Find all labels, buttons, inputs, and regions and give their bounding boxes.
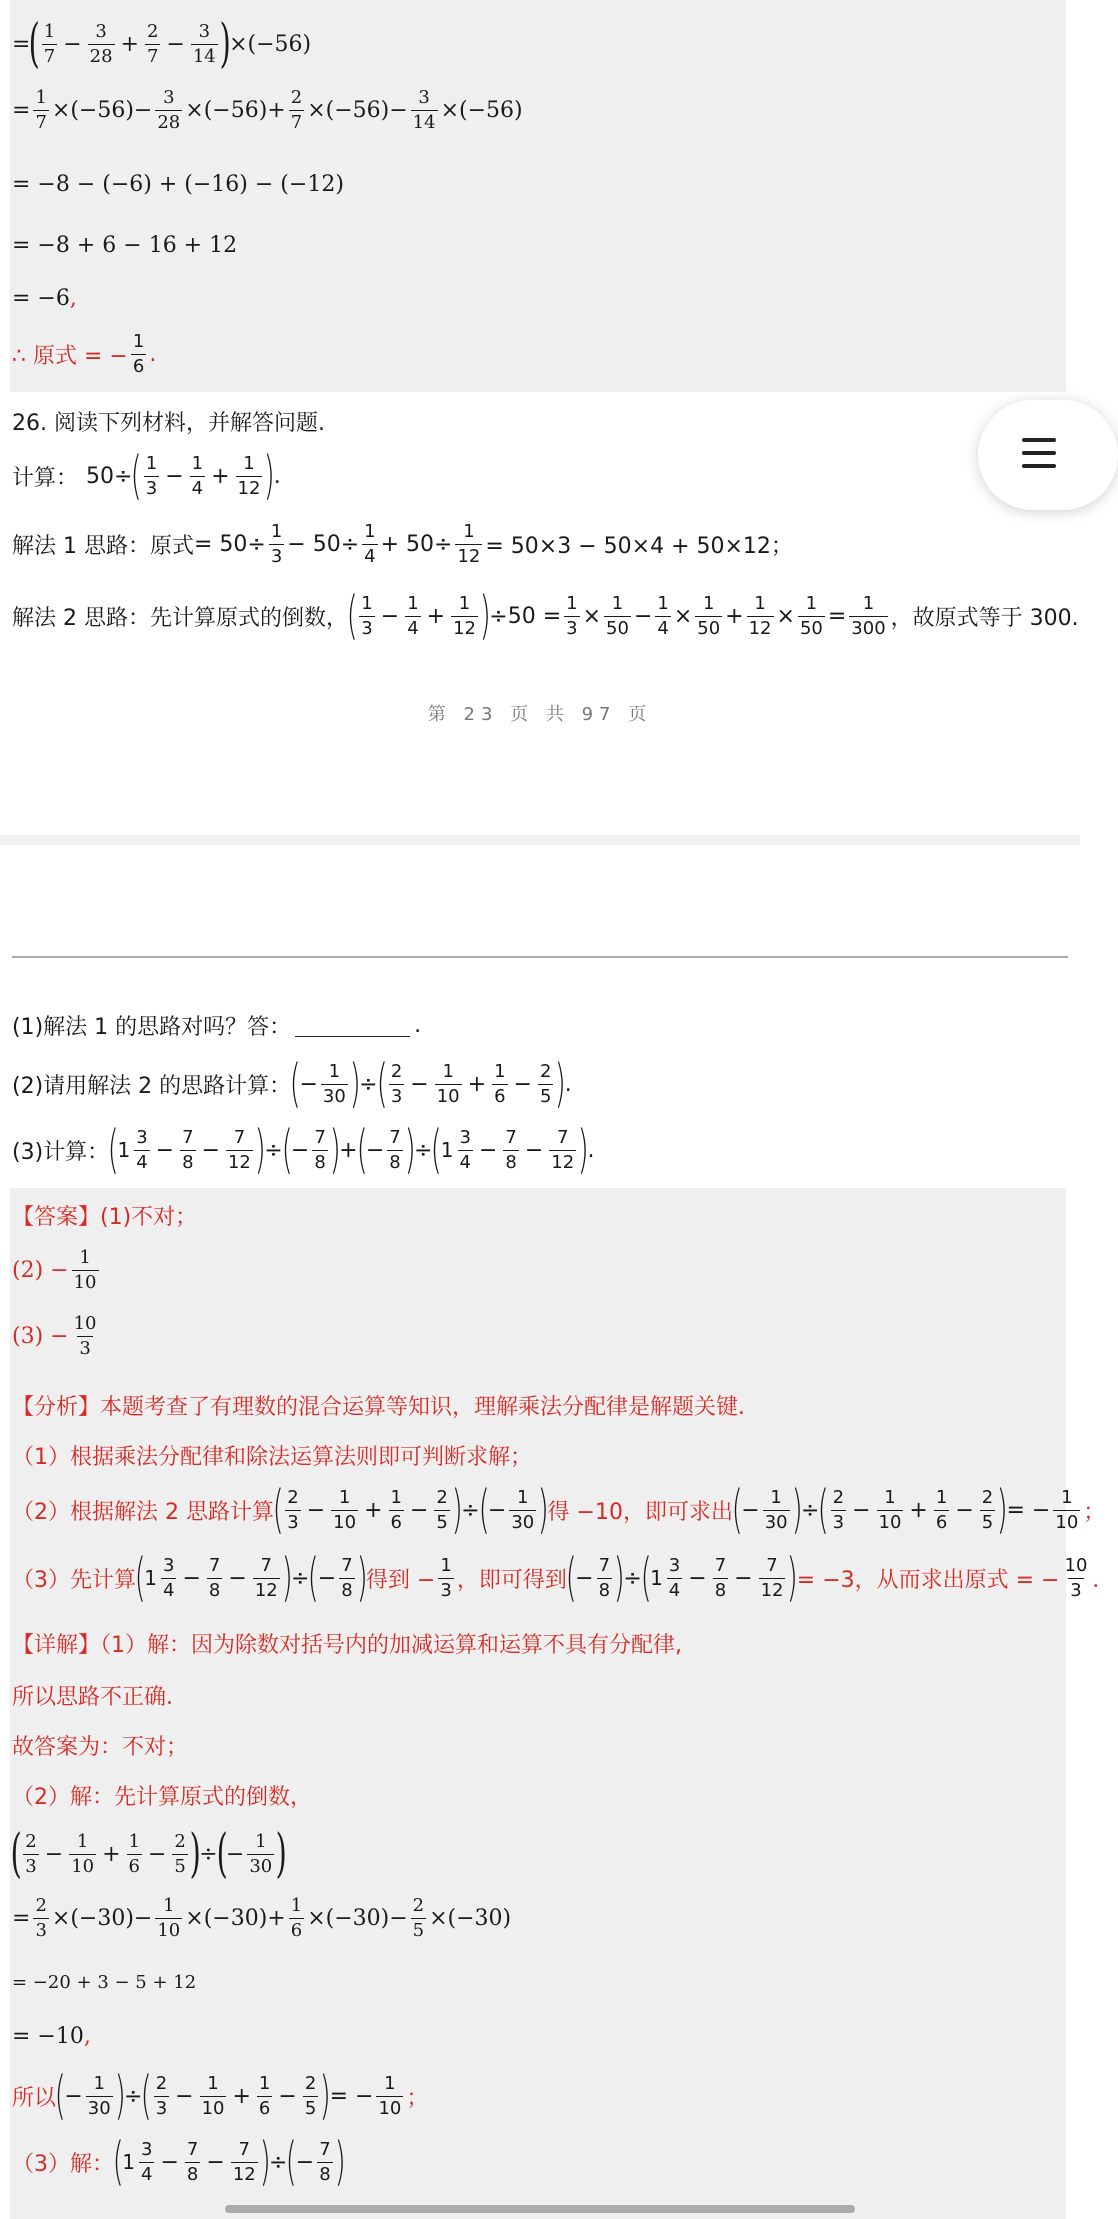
detail-line-3: （2）解：先计算原式的倒数，	[12, 1785, 312, 1810]
q26-calc: 计算： 50÷ ( $\frac{1}{3}$ − $\frac{1}{4}$ + $\frac{1}{12}$ ) .	[12, 446, 281, 506]
horizontal-rule	[12, 956, 1068, 958]
analysis-label: 【分析】本题考查了有理数的混合运算等知识，理解乘法分配律是解题关键．	[12, 1395, 761, 1420]
q26-stem: 26. 阅读下列材料，并解答问题.	[12, 411, 325, 436]
sub-question-1: (1)解法 1 的思路对吗？答： .	[12, 1013, 422, 1040]
menu-button[interactable]	[978, 400, 1118, 510]
detail-eq-1: ( $\frac{2}{3}$ − $\frac{1}{10}$ + $\frac{1}{6}$ − $\frac{2}{5}$ ) ÷ ( − $\frac{1}{30}$ )	[10, 1824, 287, 1884]
answer-3: (3) − $\frac{10}{3}$	[12, 1313, 97, 1359]
sub-question-2: (2)请用解法 2 的思路计算： ( − $\frac{1}{30}$ ) ÷ ( $\frac{2}{3}$ − $\frac{1}{10}$ + $\frac{1}{6}$ − $\frac{2}{5}$ ) .	[12, 1054, 572, 1114]
eq-line-3: = −8 − (−6) + (−16) − (−12)	[12, 172, 344, 197]
hamburger-menu-icon	[1022, 438, 1056, 468]
detail-line-2: 故答案为：不对；	[12, 1735, 189, 1760]
detail-eq-3: = −20 + 3 − 5 + 12	[12, 1972, 197, 1993]
detail-eq-2: = $\frac{2}{3}$ ×(−30)− $\frac{1}{10}$ ×(−30)+ $\frac{1}{6}$ ×(−30)− $\frac{2}{5}$ ×(−30)	[12, 1895, 512, 1941]
horizontal-scrollbar[interactable]	[225, 2205, 855, 2213]
detail-line-3-solve: （3）解： ( 1 $\frac{3}{4}$ − $\frac{7}{8}$ − $\frac{7}{12}$ ) ÷ ( − $\frac{7}{8}$ )	[12, 2132, 346, 2192]
page-separator	[0, 835, 1080, 845]
detail-line-1: 所以思路不正确．	[12, 1685, 189, 1710]
page-footer: 第 23 页 共 97 页	[427, 704, 653, 725]
analysis-step-2: （2）根据解法 2 思路计算 ( $\frac{2}{3}$ − $\frac{1}{10}$ + $\frac{1}{6}$ − $\frac{2}{5}$ ) ÷ ( − $\frac{1}{30}$ ) 得 −10，即可求出 ( − $\frac{1}{30}$ ) ÷ ( $\frac{2}{3}$ − $\frac{1}{10}$ + $\frac{1}{6}$ − $\frac{2}{5}$ ) = − $\frac{1}{10}$ ；	[12, 1480, 1106, 1540]
eq-line-result: ∴ 原式 = − $\frac{1}{6}$ .	[12, 331, 157, 377]
detail-eq-5: 所以 ( − $\frac{1}{30}$ ) ÷ ( $\frac{2}{3}$ − $\frac{1}{10}$ + $\frac{1}{6}$ − $\frac{2}{5}$ ) = − $\frac{1}{10}$ ；	[12, 2066, 429, 2126]
eq-line-4: = −8 + 6 − 16 + 12	[12, 233, 238, 258]
eq-line-1: = ( $\frac{1}{7}$ − $\frac{3}{28}$ + $\frac{2}{7}$ − $\frac{3}{14}$ ) ×(−56)	[12, 14, 312, 74]
q26-method-2: 解法 2 思路：先计算原式的倒数， ( $\frac{1}{3}$ − $\frac{1}{4}$ + $\frac{1}{12}$ ) ÷50 = $\frac{1}{3}$ × $\frac{1}{50}$ − $\frac{1}{4}$ × $\frac{1}{50}$ + $\frac{1}{12}$ × $\frac{1}{50}$ = $\frac{1}{300}$ ，故原式等于 300.	[12, 586, 1079, 646]
eq-line-2: = $\frac{1}{7}$ ×(−56)− $\frac{3}{28}$ ×(−56)+ $\frac{2}{7}$ ×(−56)− $\frac{3}{14}$ ×(−56)	[12, 87, 523, 133]
sub-question-3: (3)计算： ( 1 $\frac{3}{4}$ − $\frac{7}{8}$ − $\frac{7}{12}$ ) ÷ ( − $\frac{7}{8}$ ) + ( − $\frac{7}{8}$ ) ÷ ( 1 $\frac{3}{4}$ − $\frac{7}{8}$ − $\frac{7}{12}$ ) .	[12, 1120, 595, 1180]
q26-method-1: 解法 1 思路：原式 = 50÷ $\frac{1}{3}$ − 50÷ $\frac{1}{4}$ + 50÷ $\frac{1}{12}$ = 50×3 − 50×4 + 50×12；	[12, 521, 793, 567]
answer-blank	[295, 1014, 410, 1037]
analysis-step-3: （3）先计算 ( 1 $\frac{3}{4}$ − $\frac{7}{8}$ − $\frac{7}{12}$ ) ÷ ( − $\frac{7}{8}$ ) 得到 − $\frac{1}{3}$ ，即可得到 ( − $\frac{7}{8}$ ) ÷ ( 1 $\frac{3}{4}$ − $\frac{7}{8}$ − $\frac{7}{12}$ ) = −3，从而求出原式 = − $\frac{10}{3}$ ．	[12, 1548, 1115, 1608]
answer-label: 【答案】(1)不对；	[12, 1205, 198, 1230]
detail-eq-4: = −10 ,	[12, 2024, 91, 2049]
analysis-step-1: （1）根据乘法分配律和除法运算法则即可判断求解；	[12, 1445, 532, 1470]
answer-2: (2) − $\frac{1}{10}$	[12, 1247, 97, 1293]
eq-line-5: = −6 ,	[12, 286, 77, 311]
detail-label: 【详解】（1）解：因为除数对括号内的加减运算和运算不具有分配律,	[12, 1633, 682, 1658]
